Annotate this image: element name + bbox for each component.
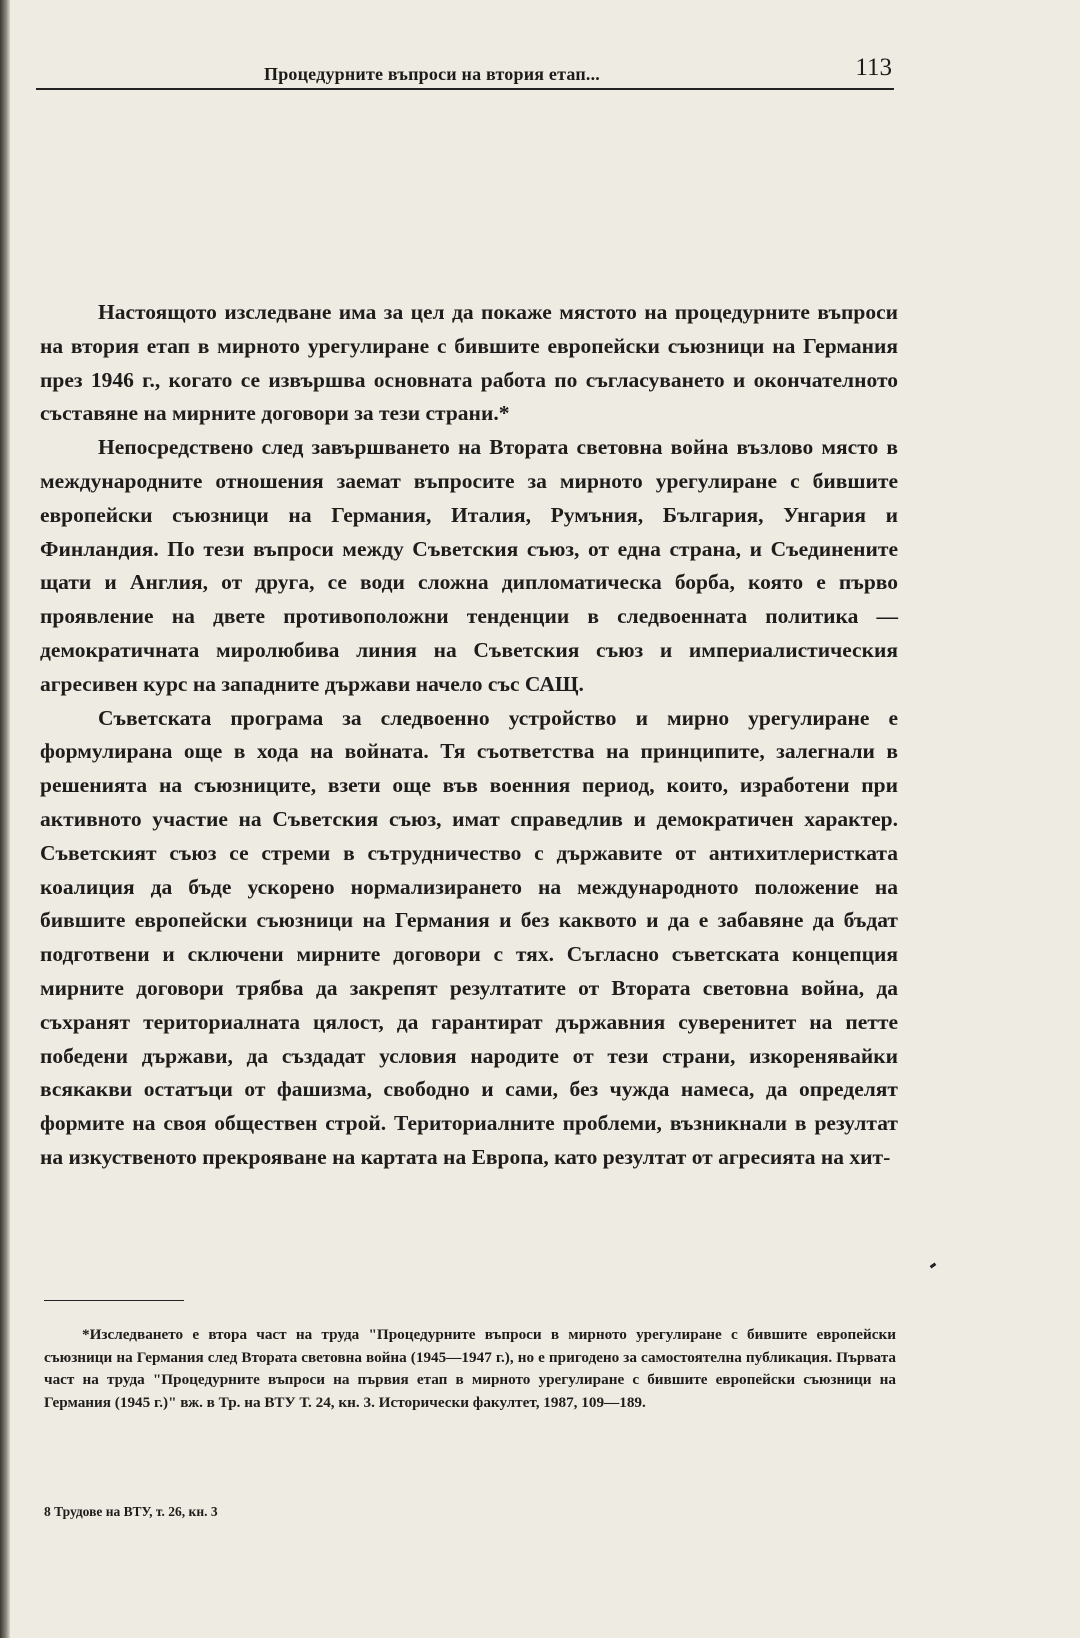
page-number: 113 xyxy=(855,54,892,81)
paragraph: Непосредствено след завършването на Втората световна война възлово място в международните отношения заемат въпросите за мирното урегулиране с бившите европейски съюзници на Германия, Италия, Румъния, България, Унгария и Финландия. По тези въпроси между Съветския съюз, от една страна, и Съединените щати и Англия, от друга, се води сложна дипломатическа борба, която е първо проявление на двете противоположни тенденции в следвоенната политика — демократичната миролюбива линия на Съветския съюз и империалистическия агресивен курс на западните държави начело със САЩ. xyxy=(40,435,898,696)
running-header xyxy=(36,48,894,90)
running-title: Процедурните въпроси на втория етап... xyxy=(264,64,600,84)
printer-signature: 8 Трудове на ВТУ, т. 26, кн. 3 xyxy=(44,1504,218,1519)
ink-mark xyxy=(930,1263,937,1269)
body-text xyxy=(40,296,898,1175)
footnote: *Изследването е втора част на труда "Процедурните въпроси в мирното урегулиране с бившите европейски съюзници на Германия след Втората световна война (1945—1947 г.), но е пригодено за самостоятелна публикация. Първата част на труда "Процедурните въпроси на първия етап в мирното урегулиране с бившите европейски съюзници на Германия (1945 г.)" вж. в Тр. на ВТУ Т. 24, кн. 3. Исторически факултет, 1987, 109—189. xyxy=(44,1326,896,1411)
footnote-rule xyxy=(44,1300,184,1301)
paragraph: Настоящото изследване има за цел да покаже мястото на процедурните въпроси на втория етап в мирното урегулиране с бившите европейски съюзници на Германия през 1946 г., когато се извършва основната работа по съгласуването и окончателното съставяне на мирните договори за тези страни.* xyxy=(40,300,898,426)
paragraph: Съветската програма за следвоенно устройство и мирно урегулиране е формулирана още в хода на войната. Тя съответства на принципите, залегнали в решенията на съюзниците, взети още във военния период, които, изработени при активното участие на Съветския съюз, имат справедлив и демократичен характер. Съветският съюз се стреми в сътрудничество с държавите от антихитлеристката коалиция да бъде ускорено нормализирането на международното положение на бившите европейски съюзници на Германия и без каквото и да е забавяне да бъдат подготвени и сключени мирните договори с тях. Съгласно съветската концепция мирните договори трябва да закрепят резултатите от Втората световна война, да съхранят териториалната цялост, да гарантират държавния суверенитет на петте победени държави, да създадат условия народите от тези страни, изкоренявайки всякакви остатъци от фашизма, свободно и сами, без чужда намеса, да определят формите на своя обществен строй. Териториалните проблеми, възникнали в резултат на изкуственото прекрояване на картата на Европа, като резултат от агресията на хит- xyxy=(40,705,898,1169)
binding-edge xyxy=(0,0,10,1638)
